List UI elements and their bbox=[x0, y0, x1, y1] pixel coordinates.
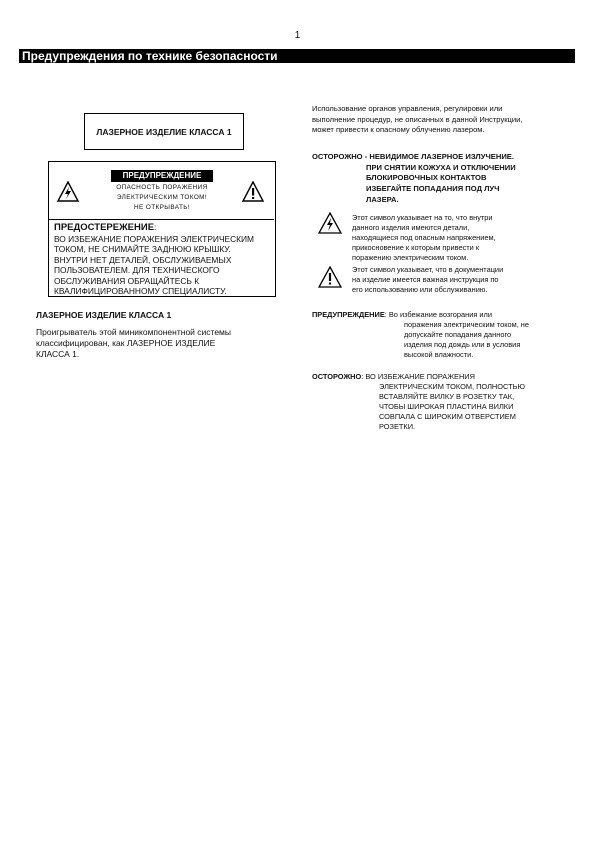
caution-line: ВНУТРИ НЕТ ДЕТАЛЕЙ, ОБСЛУЖИВАЕМЫХ bbox=[54, 254, 232, 265]
laser-class-label bbox=[84, 113, 244, 150]
laser-warning-line: ЛАЗЕРА. bbox=[366, 194, 399, 204]
symbol-line: данного изделия имеются детали, bbox=[352, 223, 470, 232]
laser-warning-line: ИЗБЕГАЙТЕ ПОПАДАНИЯ ПОД ЛУЧ bbox=[366, 184, 500, 194]
plug-warning-line: ВСТАВЛЯЙТЕ ВИЛКУ В РОЗЕТКУ ТАК, bbox=[379, 392, 515, 401]
caution-line: ВО ИЗБЕЖАНИЕ ПОРАЖЕНИЯ ЭЛЕКТРИЧЕСКИМ bbox=[54, 233, 255, 244]
moisture-warning-first-line bbox=[312, 310, 574, 320]
moisture-warning-text: : Во избежание возгорания или bbox=[384, 310, 492, 319]
warning-line: ОПАСНОСТЬ ПОРАЖЕНИЯ bbox=[116, 184, 208, 191]
laser-warning-line: ПРИ СНЯТИИ КОЖУХА И ОТКЛЮЧЕНИИ bbox=[366, 162, 516, 172]
caution-line: ОБСЛУЖИВАНИЯ ОБРАЩАЙТЕСЬ К bbox=[54, 275, 200, 286]
moisture-warning-line: поражения электрическим током, не bbox=[404, 320, 529, 329]
warning-line: ЭЛЕКТРИЧЕСКИМ ТОКОМ! bbox=[116, 194, 208, 201]
controls-intro-paragraph bbox=[312, 104, 574, 136]
paragraph-line: Использование органов управления, регулировки или bbox=[312, 104, 503, 113]
caution-line: ПОЛЬЗОВАТЕЛЕМ. ДЛЯ ТЕХНИЧЕСКОГО bbox=[54, 265, 220, 275]
plug-warning-line: ЭЛЕКТРИЧЕСКИМ ТОКОМ, ПОЛНОСТЬЮ bbox=[379, 382, 525, 391]
moisture-warning-label: ПРЕДУПРЕЖДЕНИЕ bbox=[312, 310, 385, 319]
laser-warning-first-line: ОСТОРОЖНО - НЕВИДИМОЕ ЛАЗЕРНОЕ ИЗЛУЧЕНИЕ. bbox=[312, 152, 514, 161]
plug-warning-line: РОЗЕТКИ. bbox=[379, 422, 416, 431]
caution-title: ПРЕДОСТЕРЕЖЕНИЕ: bbox=[54, 222, 157, 233]
caution-line: ТОКОМ, НЕ СНИМАЙТЕ ЗАДНЮЮ КРЫШКУ. bbox=[54, 244, 231, 254]
paragraph-line: КЛАССА 1. bbox=[36, 349, 80, 359]
symbol-line: Этот символ указывает на то, что внутри bbox=[352, 213, 493, 222]
laser-class-label-text: ЛАЗЕРНОЕ ИЗДЕЛИЕ КЛАССА 1 bbox=[96, 126, 232, 137]
exclamation-symbol-icon bbox=[318, 266, 342, 289]
plug-warning-label: ОСТОРОЖНО bbox=[312, 372, 362, 381]
symbol-line: поражению электрическим током. bbox=[352, 253, 469, 262]
laser-warning-line: БЛОКИРОВОЧНЫХ КОНТАКТОВ bbox=[366, 173, 487, 183]
symbol-line: его использованию или обслуживанию. bbox=[352, 285, 488, 294]
plug-warning-first-line bbox=[312, 372, 574, 382]
symbol-line: находящиеся под опасным напряжением, bbox=[352, 233, 496, 242]
paragraph-line: Проигрыватель этой миникомпонентной системы bbox=[36, 327, 232, 337]
symbol-line: прикосновение к которым привести к bbox=[352, 243, 480, 252]
plug-warning-line: СОВПАЛА С ШИРОКИМ ОТВЕРСТИЕМ bbox=[379, 412, 516, 421]
paragraph-line: классифицирован, как ЛАЗЕРНОЕ ИЗДЕЛИЕ bbox=[36, 338, 216, 348]
moisture-warning-line: изделия под дождь или в условия bbox=[404, 340, 521, 349]
paragraph-line: может привести к опасному облучению лазером. bbox=[312, 125, 485, 135]
plug-warning-text: : ВО ИЗБЕЖАНИЕ ПОРАЖЕНИЯ bbox=[361, 372, 475, 381]
moisture-warning-line: высокой влажности. bbox=[404, 350, 474, 359]
warning-panel bbox=[48, 161, 276, 297]
laser-class-heading: ЛАЗЕРНОЕ ИЗДЕЛИЕ КЛАССА 1 bbox=[36, 310, 172, 320]
caution-block bbox=[54, 222, 272, 297]
warning-panel-top bbox=[49, 162, 274, 220]
lightning-warning-icon bbox=[57, 181, 79, 203]
page-number: 1 bbox=[294, 30, 301, 41]
warning-line: НЕ ОТКРЫВАТЬ! bbox=[133, 204, 191, 211]
lightning-symbol-description bbox=[352, 213, 562, 263]
warning-title: ПРЕДУПРЕЖДЕНИЕ bbox=[111, 170, 213, 182]
lightning-symbol-icon bbox=[318, 212, 342, 235]
symbol-line: на изделие имеется важная инструкция по bbox=[352, 275, 499, 284]
plug-warning bbox=[312, 372, 574, 432]
plug-warning-line: ЧТОБЫ ШИРОКАЯ ПЛАСТИНА ВИЛКИ bbox=[379, 402, 514, 411]
symbol-line: Этот символ указывает, что в документации bbox=[352, 265, 504, 274]
laser-class-paragraph bbox=[36, 327, 276, 360]
exclamation-symbol-description bbox=[352, 265, 562, 295]
moisture-warning bbox=[312, 310, 574, 360]
moisture-warning-line: допускайте попадания данного bbox=[404, 330, 512, 339]
exclamation-warning-icon bbox=[242, 181, 264, 203]
paragraph-line: выполнение процедур, не описанных в данной Инструкции, bbox=[312, 114, 523, 124]
invisible-laser-warning bbox=[312, 152, 574, 206]
section-title: Предупреждения по технике безопасности bbox=[19, 49, 575, 63]
caution-line: КВАЛИФИЦИРОВАННОМУ СПЕЦИАЛИСТУ. bbox=[54, 286, 227, 296]
